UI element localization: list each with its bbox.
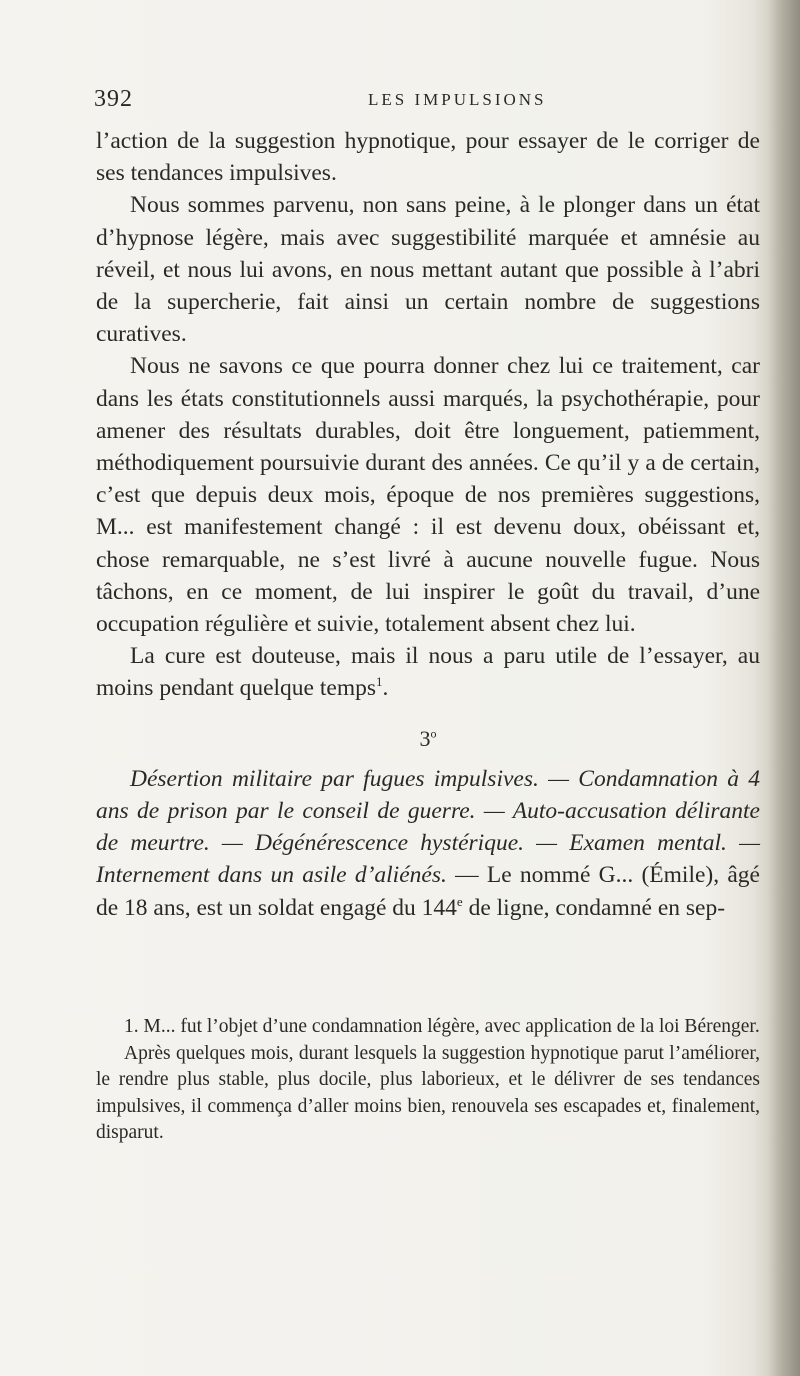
footnote: 1. M... fut l’objet d’une condamnation légère, avec application de la loi Bérenger.	[124, 1016, 760, 1037]
case-heading: Désertion militaire par fugues impulsives. — Condamnation à 4 ans de prison par le conseil de guerre. — Auto-accusation délirante de meurtre. — Dégénérescence hystérique. — Examen mental. — Internement dans un asile d’aliénés. — Le nommé G... (Émile), âgé de 18 ans, est un soldat engagé du 144e de ligne, condamné en sep-	[96, 765, 760, 921]
running-head	[94, 86, 772, 118]
paragraph: Nous ne savons ce que pourra donner chez lui ce traitement, car dans les états constitutionnels aussi marqués, la psychothérapie, pour amener des résultats durables, doit être longuement, patiemment, méthodiquement poursuivie durant des années. Ce qu’il y a de certain, c’est que depuis deux mois, époque de nos premières suggestions, M... est manifestement changé : il est devenu doux, obéissant et, chose remarquable, ne s’est livré à aucune nouvelle fugue. Nous tâchons, en ce moment, de lui inspirer le goût du travail, d’une occupation régulière et suivie, totalement absent chez lui.	[96, 353, 760, 638]
footnote: Après quelques mois, durant lesquels la suggestion hypnotique parut l’améliorer, le rendre plus stable, plus docile, plus laborieux, et le délivrer de ses tendances impulsives, il commença d’aller moins bien, renouvela ses escapades et, finalement, disparut.	[96, 1042, 760, 1144]
paragraph: La cure est douteuse, mais il nous a paru utile de l’essayer, au moins pendant quelque temps$^1$.	[96, 643, 760, 702]
case-title: Désertion militaire par fugues impulsives. — Condamnation à 4 ans de prison par le conseil de guerre. — Auto-accusation délirante de meurtre. — Dégénérescence hystérique. — Examen mental. — Internement dans un asile d’aliénés.	[96, 765, 760, 889]
section-number: 3$^o$	[419, 725, 437, 751]
footnotes	[96, 1014, 760, 1147]
paragraph: Nous sommes parvenu, non sans peine, à le plonger dans un état d’hypnose légère, mais avec suggestibilité marquée et amnésie au réveil, et nous lui avons, en nous mettant autant que possible à l’abri de la supercherie, fait ainsi un certain nombre de suggestions curatives.	[96, 192, 760, 348]
footnote-reference: 1	[376, 674, 383, 690]
running-title: LES IMPULSIONS	[368, 90, 547, 109]
case-text: — Le nommé G... (Émile), âgé de 18 ans, est un soldat engagé du 144	[96, 862, 760, 921]
page-number: 392	[94, 86, 133, 112]
paragraph-continuation: l’action de la suggestion hypnotique, pour essayer de le corriger de ses tendances impulsives.	[96, 128, 760, 187]
page-spine-shadow	[768, 0, 800, 1376]
page-body	[96, 125, 760, 924]
